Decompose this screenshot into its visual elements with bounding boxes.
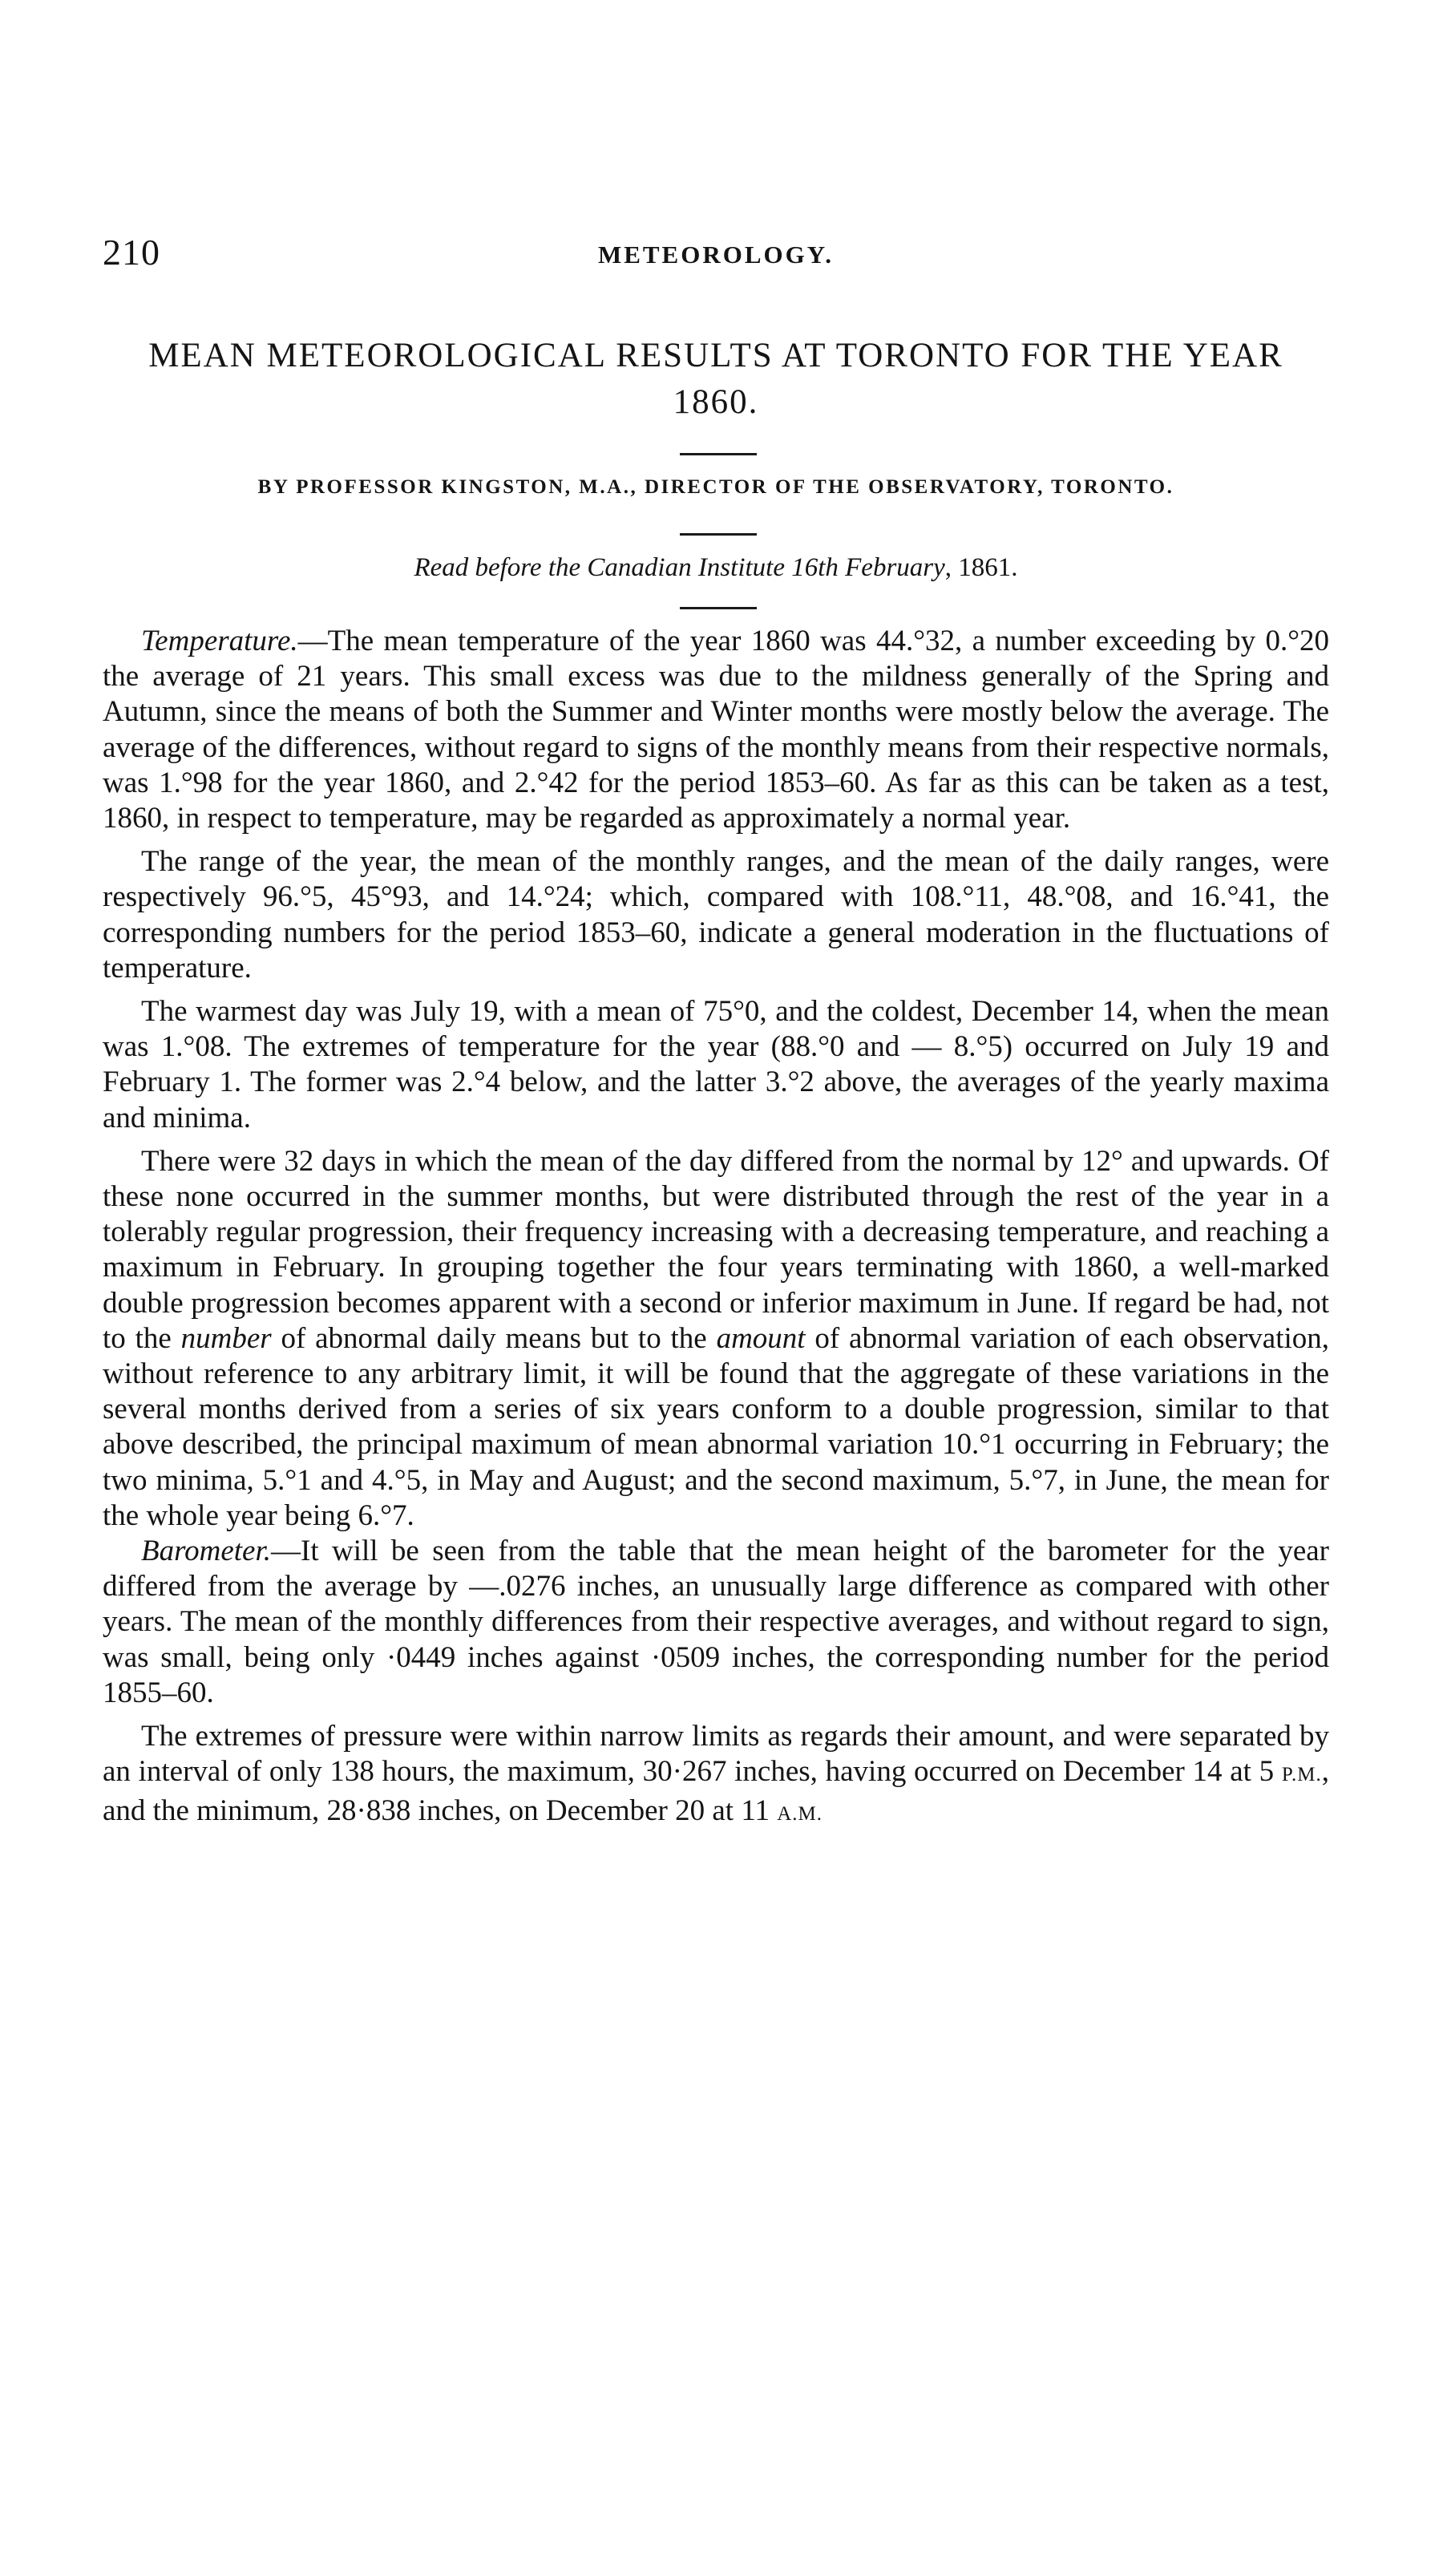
paragraph-text: —The mean temperature of the year 1860 was 44.°32, a number exceeding by 0.°20 the average of 21 years. This small excess was due to the mildness generally of the Spring and Autumn, since the means of both the Summer and Winter months were mostly below the average. The average of the differences, without regard to signs of the monthly means from their respective normals, was 1.°98 for the year 1860, and 2.°42 for the period 1853–60. As far as this can be taken as a test, 1860, in respect to temperature, may be regarded as approximately a normal year. [103,625,1329,835]
page-number: 210 [103,232,160,273]
time-am: A.M. [777,1802,823,1825]
divider-rule [680,453,757,455]
paragraph-text: The warmest day was July 19, with a mean of 75°0, and the coldest, December 14, when the mean was 1.°08. The extremes of temperature for the year (88.°0 and — 8.°5) occurred on July 19 and February 1. The former was 2.°4 below, and the latter 3.°2 above, the averages of the yearly maxima and minima. [103,995,1329,1134]
paragraph-text: —It will be seen from the table that the mean height of the barometer for the year differed from the average by —.0276 inches, an unusually large difference as compared with other years. The mean of the monthly differences from their respective averages, and without regard to sign, was small, being only ·0449 inches against ·0509 inches, the corresponding number for the period 1855–60. [103,1535,1329,1709]
paragraph-barometer [103,1534,1329,1711]
paragraph-range [103,844,1329,986]
section-lead-barometer: Barometer. [141,1535,272,1568]
article-body [103,624,1329,1832]
paragraph-text: of abnormal variation of each observation, without reference to any arbitrary limit, it will be found that the aggregate of these variations in the several months derived from a series of six years conform to a double progression, similar to that above described, the principal maximum of mean abnormal variation 10.°1 occurring in February; the two minima, 5.°1 and 4.°5, in May and August; and the second maximum, 5.°7, in June, the mean for the whole year being 6.°7. [103,1321,1329,1532]
read-date: 16th February [791,553,945,582]
paragraph-abnormal-days [103,1144,1329,1534]
article-title: MEAN METEOROLOGICAL RESULTS AT TORONTO FOR THE YEAR 1860. [148,337,1283,421]
read-note [103,548,1329,588]
byline: BY PROFESSOR KINGSTON, M.A., DIRECTOR OF THE OBSERVATORY, TORONTO. [257,476,1174,498]
paragraph-text: of abnormal daily means but to the [271,1321,717,1355]
emphasis-number: number [180,1321,272,1355]
divider-rule [680,533,757,536]
running-title: METEOROLOGY. [597,241,835,269]
read-year: , 1861. [944,553,1018,582]
paragraph-text: The extremes of pressure were within narrow limits as regards their amount, and were separated by an interval of only 138 hours, the maximum, 30·267 inches, having occurred on December 14 at 5 [103,1720,1329,1789]
divider-rule [680,607,757,609]
read-note-text: Read before the Canadian Institute [414,553,785,582]
section-lead-temperature: Temperature. [141,625,298,657]
paragraph-pressure-extremes [103,1719,1329,1832]
emphasis-amount: amount [716,1321,806,1355]
paragraph-text: The range of the year, the mean of the monthly ranges, and the mean of the daily ranges, were respectively 96.°5, 45°93, and 14.°24; which, compared with 108.°11, 48.°08, and 16.°41, the corresponding numbers for the period 1853–60, indicate a general moderation in the fluctuations of temperature. [103,845,1329,985]
time-pm: P.M. [1281,1764,1322,1786]
paragraph-text: There were 32 days in which the mean of the day differed from the normal by 12° and upwards. Of these none occurred in the summer months, but were distributed through the rest of the year in a tolerably regular progression, their frequency increasing with a decreasing temperature, and reaching a maximum in February. In grouping together the four years terminating with 1860, a well-marked double progression becomes apparent with a second or inferior maximum in June. If regard be had, not to the [103,1144,1329,1355]
paragraph-temperature [103,624,1329,836]
running-head [103,228,1329,277]
paragraph-extremes [103,994,1329,1136]
paragraph-text: , and the minimum, 28·838 inches, on December 20 at 11 [103,1755,1329,1827]
